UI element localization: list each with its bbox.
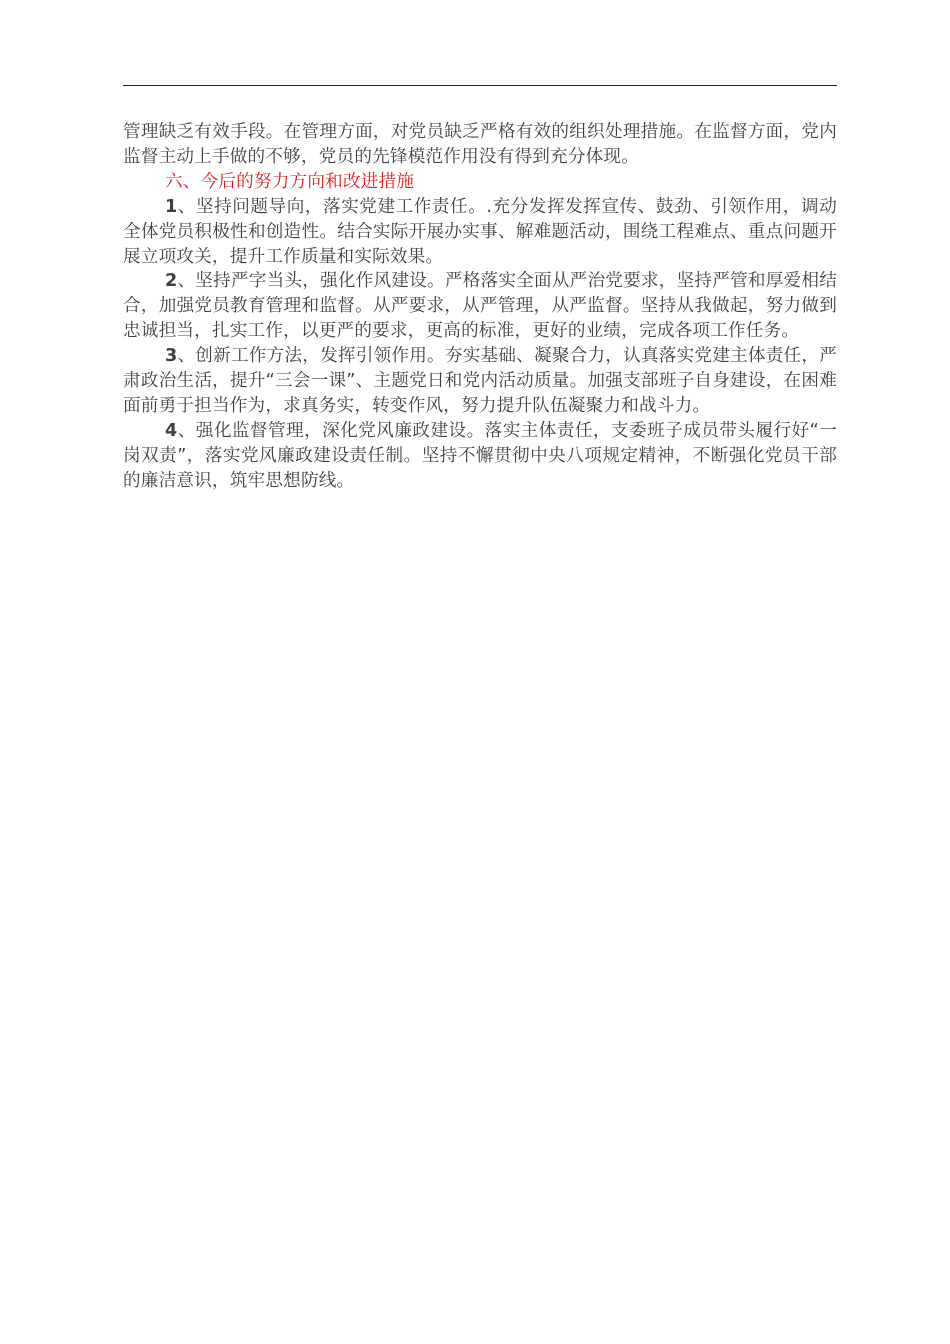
measure-text: 、坚持严字当头，强化作风建设。严格落实全面从严治党要求，坚持严管和厚爱相结合，加强党员教育管理和监督。从严要求，从严管理，从严监督。坚持从我做起，努力做到忠诚担当，扎实工作，以更严的要求，更高的标准，更好的业绩，完成各项工作任务。 (123, 271, 837, 342)
measure-number: 3 (165, 346, 178, 367)
measure-paragraph-2 (123, 269, 837, 344)
measure-paragraph-3 (123, 344, 837, 419)
paragraph-continuation: 管理缺乏有效手段。在管理方面，对党员缺乏严格有效的组织处理措施。在监督方面，党内监督主动上手做的不够，党员的先锋模范作用没有得到充分体现。 (123, 122, 837, 167)
measure-text: 、强化监督管理，深化党风廉政建设。落实主体责任，支委班子成员带头履行好“一岗双责”，落实党风廉政建设责任制。坚持不懈贯彻中央八项规定精神，不断强化党员干部的廉洁意识，筑牢思想防线。 (123, 420, 837, 491)
measure-number: 2 (165, 271, 178, 292)
measure-text: 、创新工作方法，发挥引领作用。夯实基础、凝聚合力，认真落实党建主体责任，严肃政治生活，提升“三会一课”、主题党日和党内活动质量。加强支部班子自身建设，在困难面前勇于担当作为，求真务实，转变作风，努力提升队伍凝聚力和战斗力。 (123, 346, 837, 416)
measure-text: 、坚持问题导向，落实党建工作责任。.充分发挥发挥宣传、鼓劲、引领作用，调动全体党员积极性和创造性。结合实际开展办实事、解难题活动，围绕工程难点、重点问题开展立项攻关，提升工作质量和实际效果。 (123, 196, 837, 267)
measure-paragraph-1 (123, 195, 837, 270)
measure-number: 4 (165, 420, 178, 441)
section-heading: 六、今后的努力方向和改进措施 (165, 171, 415, 192)
measure-number: 1 (165, 196, 178, 217)
document-body (123, 120, 837, 494)
measure-paragraph-4 (123, 419, 837, 494)
header-rule (123, 85, 837, 86)
